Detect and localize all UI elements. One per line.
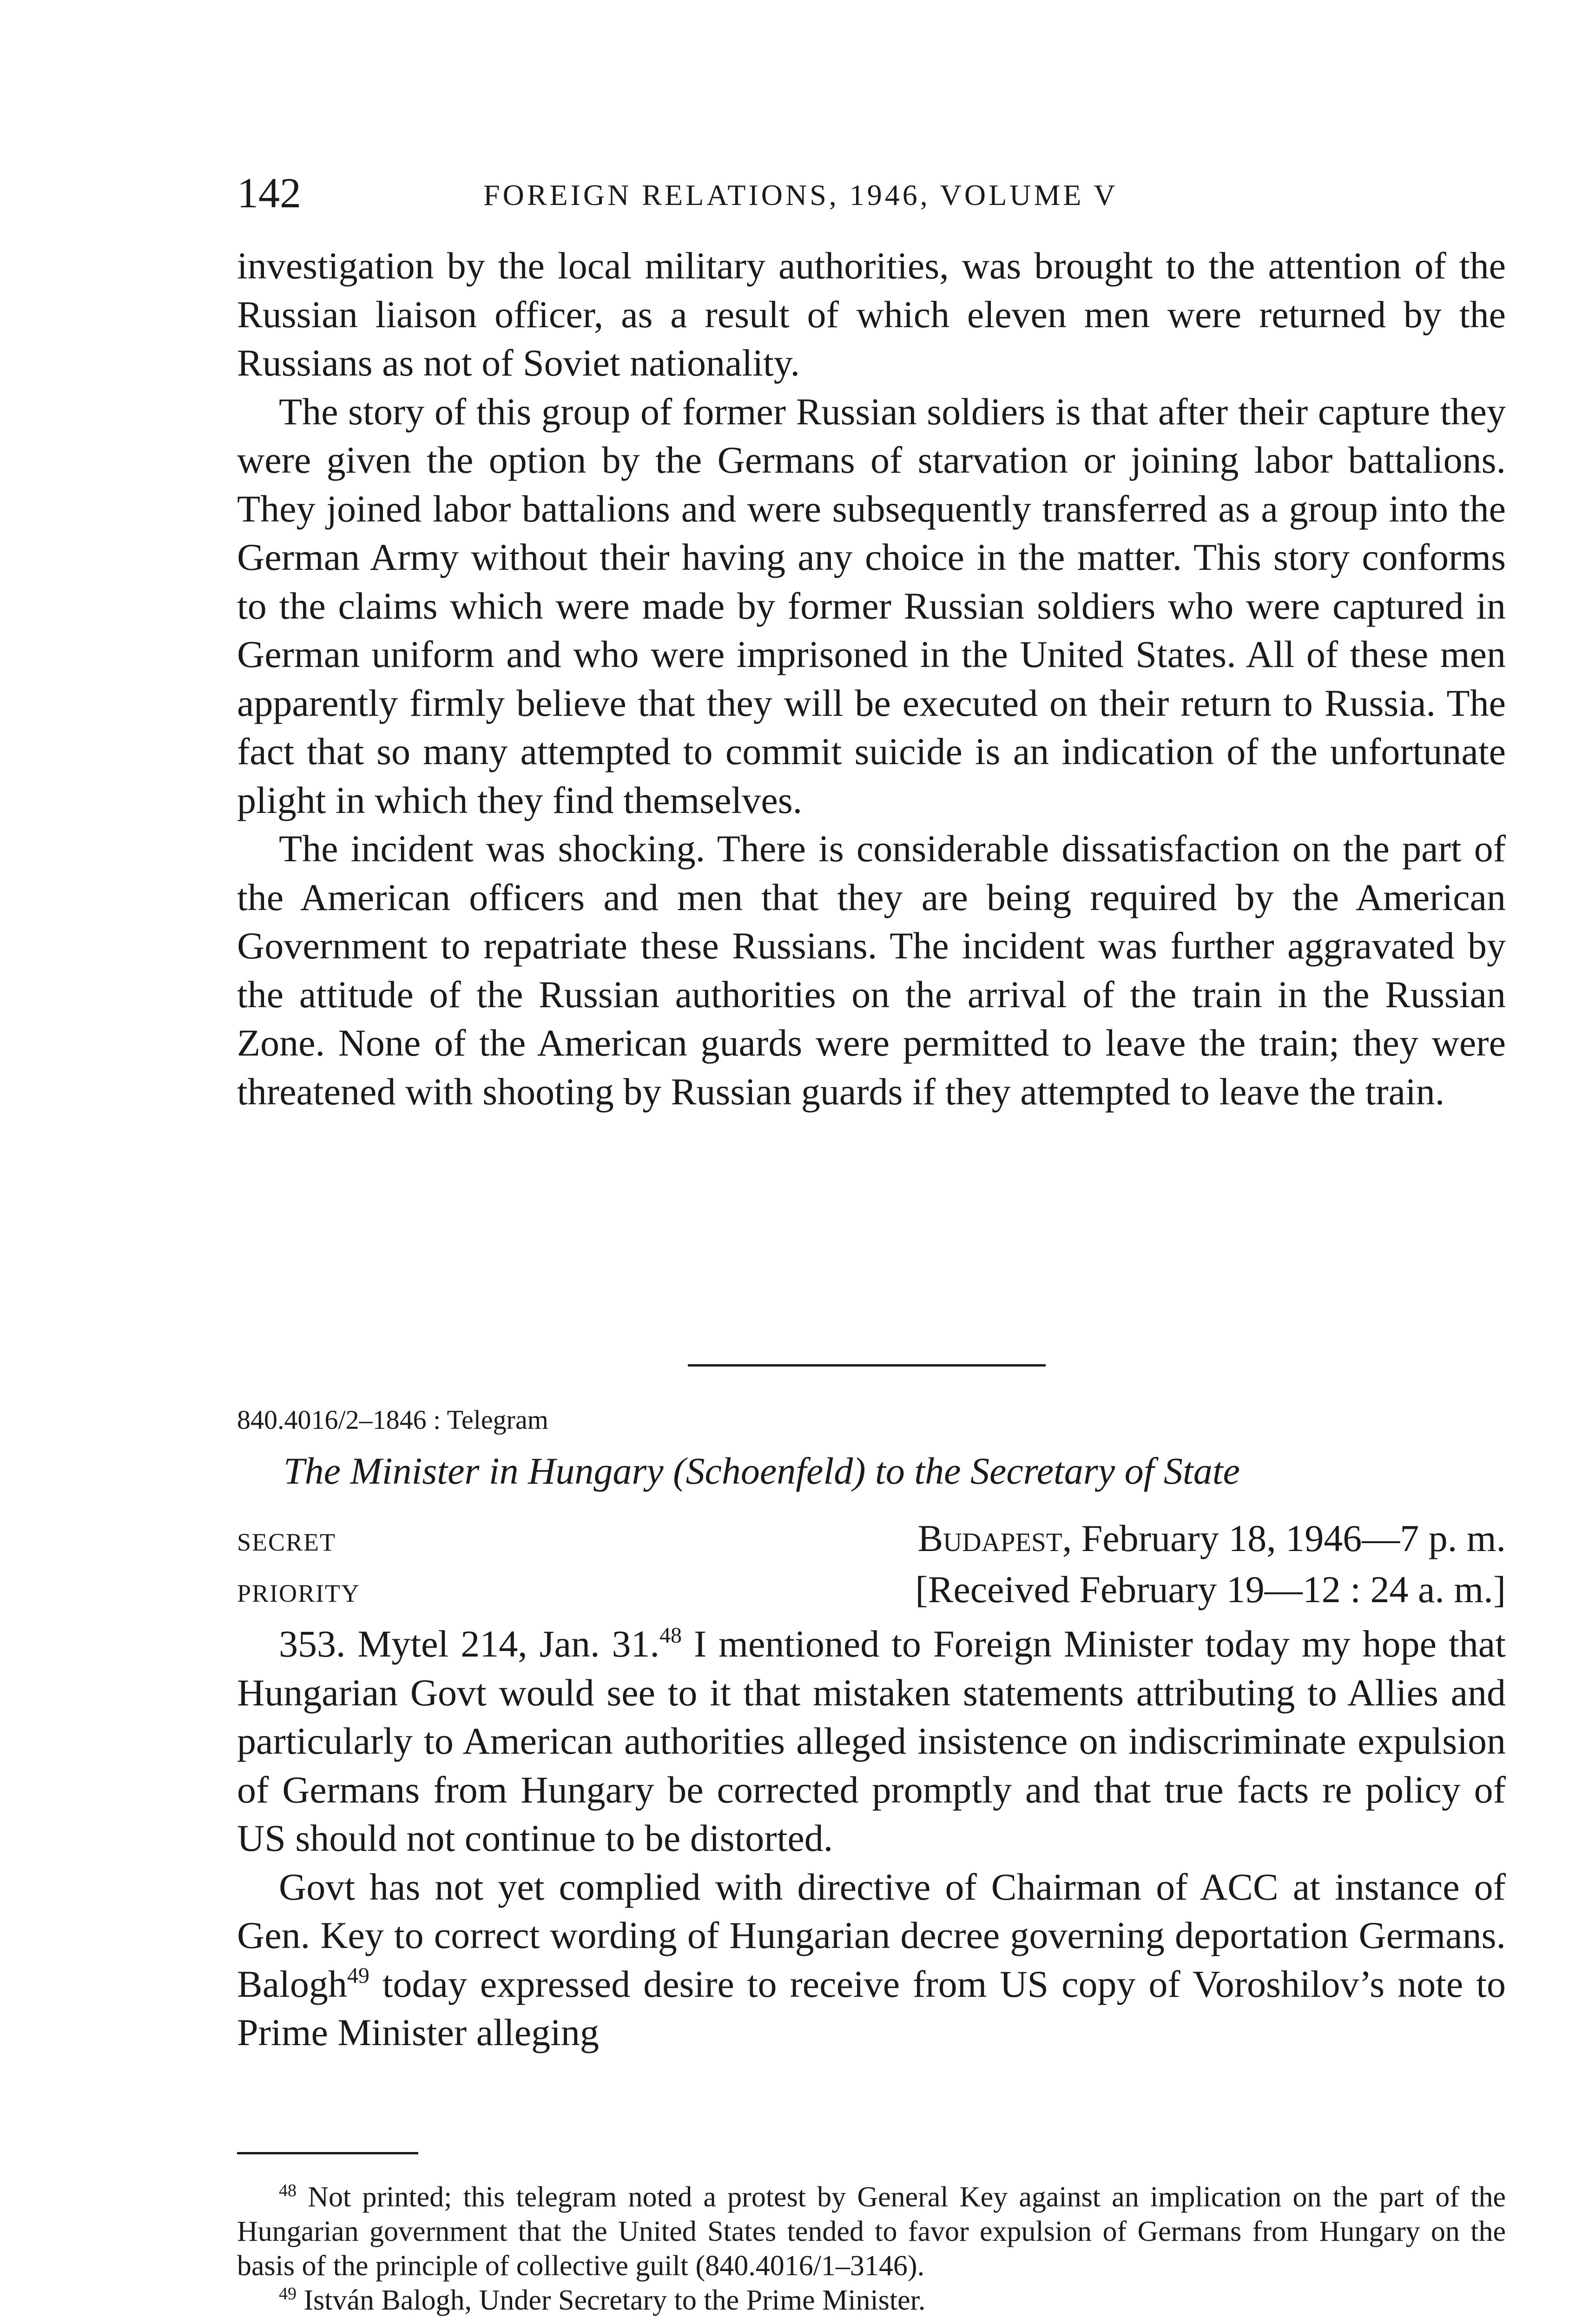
dateline [917, 1515, 1506, 1562]
footnote-ref-48: 48 [659, 1623, 682, 1648]
page-number: 142 [237, 169, 301, 217]
footnote-divider [237, 2152, 418, 2154]
body-section-2 [237, 1620, 1506, 2057]
body-section-1 [237, 242, 1506, 1116]
footnote-text: István Balogh, Under Secretary to the Prime Minister. [303, 2284, 926, 2316]
telegram-paragraph-1 [237, 1620, 1506, 1863]
footnote-48 [237, 2180, 1506, 2283]
running-head: FOREIGN RELATIONS, 1946, VOLUME V [483, 178, 1118, 211]
document-file-number: 840.4016/2–1846 : Telegram [237, 1405, 548, 1435]
page-header [237, 167, 1506, 223]
paragraph-story: The story of this group of former Russian soldiers is that after their capture they were given the option by the Germans of starvation or joining labor battalions. They joined labor battalions and were subsequently transferred as a group into the German Army without their having any choice in the matter. This story conforms to the claims which were made by former Russian soldiers who were captured in German uniform and who were imprisoned in the United States. All of these men apparently firmly believe that they will be executed on their return to Russia. The fact that so many attempted to commit suicide is an indication of the unfortunate plight in which they find themselves. [237, 390, 1506, 821]
footnote-marker: 48 [279, 2181, 297, 2200]
footnotes [237, 2180, 1506, 2317]
footnote-marker: 49 [279, 2284, 297, 2304]
meta-row-classification [237, 1515, 1506, 1562]
telegram-p2-rest: today expressed desire to receive from US copy of Voroshilov’s note to Prime Minister alleging [237, 1962, 1506, 2053]
received-line: [Received February 19—12 : 24 a. m.] [915, 1568, 1506, 1611]
paragraph-incident: The incident was shocking. There is considerable dissatisfaction on the part of the American officers and men that they are being required by the American Government to repatriate these Russians. The incident was further aggravated by the attitude of the Russian authorities on the arrival of the train in the Russian Zone. None of the American guards were permitted to leave the train; they were threatened with shooting by Russian guards if they attempted to leave the train. [237, 827, 1506, 1113]
telegram-p1-rest: I mentioned to Foreign Minister today my hope that Hungarian Govt would see to it that mistaken statements attributing to Allies and particularly to American authorities alleged insistence on indiscriminate expulsion of Germans from Hungary be corrected promptly and that true facts re policy of US should not continue to be distorted. [237, 1623, 1506, 1859]
footnote-text: Not printed; this telegram noted a protest by General Key against an implication on the part of the Hungarian government that the United States tended to favor expulsion of Germans from Hungary on the basis of the principle of collective guilt (840.4016/1–3146). [237, 2181, 1506, 2282]
footnote-ref-49: 49 [347, 1963, 369, 1988]
dateline-date: , February 18, 1946—7 p. m. [1062, 1517, 1506, 1559]
telegram-p2-start: Govt has not yet complied with directive of Chairman of ACC at instance of Gen. Key to correct wording of Hungarian decree governing deportation Germans. Balogh [237, 1865, 1506, 2005]
priority-label: PRIORITY [237, 1579, 361, 1607]
telegram-p1-start: 353. Mytel 214, Jan. 31. [279, 1623, 659, 1665]
classification-label: SECRET [237, 1528, 336, 1556]
document-title: The Minister in Hungary (Schoenfeld) to the Secretary of State [283, 1450, 1240, 1492]
telegram-paragraph-2 [237, 1863, 1506, 2057]
section-divider [688, 1364, 1046, 1367]
footnote-49 [237, 2283, 1506, 2317]
dateline-place: Budapest [917, 1517, 1062, 1559]
paragraph-continued: investigation by the local military authorities, was brought to the attention of the Russian liaison officer, as a result of which eleven men were returned by the Russians as not of Soviet nationality. [237, 244, 1506, 384]
meta-row-priority [237, 1566, 1506, 1613]
